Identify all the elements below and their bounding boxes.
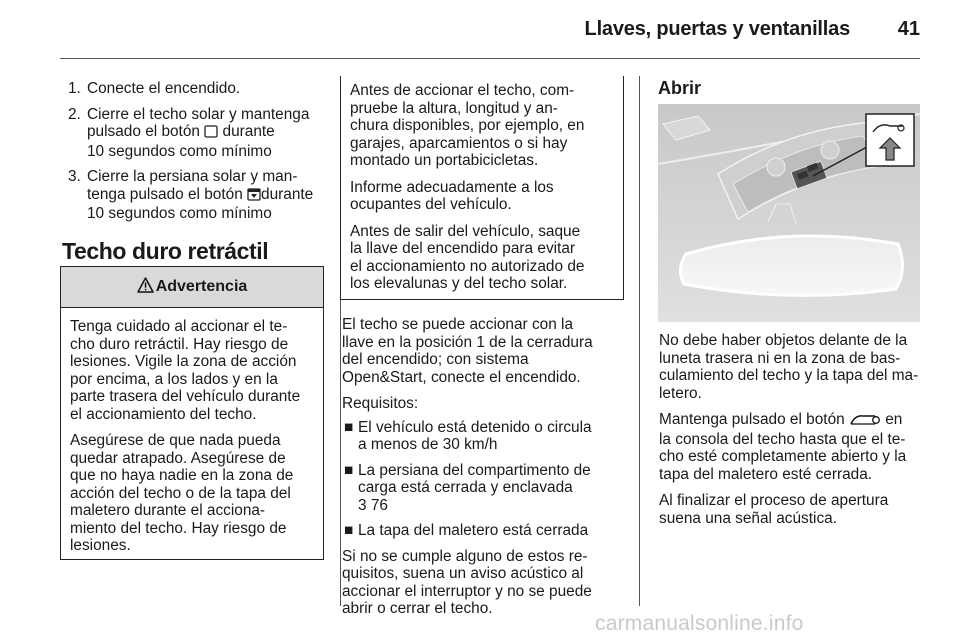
abrir-paragraph-1: No debe haber objetos delante de la luneta trasera ni en la zona de bas- culamiento del techo y la tapa del ma- letero. (659, 332, 919, 402)
step-2: 2. Cierre el techo solar y mantenga pulsado el botón durante 10 segundos como mínimo (68, 105, 310, 160)
note-box (340, 76, 624, 300)
sunshade-button-icon (247, 188, 261, 206)
requirement-item: ■ La persiana del compartimento de carga está cerrada y enclavada 3 76 (344, 461, 591, 514)
note-paragraph-1: Antes de accionar el techo, com- pruebe la altura, longitud y an- chura disponibles, por ejemplo, en garajes, aparcamientos o si hay montado un portabicicletas. (350, 82, 585, 169)
step-1: 1. Conecte el encendido. (68, 80, 241, 97)
abrir-paragraph-3: Al finalizar el proceso de apertura suena una señal acústica. (659, 492, 889, 527)
note-paragraph-3: Antes de salir del vehículo, saque la llave del encendido para evitar el accionamiento no autorizado de los elevalunas y del techo solar. (350, 222, 585, 292)
note-paragraph-2: Informe adecuadamente a los ocupantes del vehículo. (350, 178, 554, 213)
column-divider-2 (639, 76, 640, 606)
section-title: Techo duro retráctil (62, 237, 269, 264)
roof-console-illustration (658, 104, 920, 322)
requirement-item: ■ La tapa del maletero está cerrada (344, 522, 589, 539)
warning-paragraph-2: Asegúrese de que nada pueda quedar atrapado. Asegúrese de que no haya nadie en la zona de acción del techo o de la tapa del maletero durante el acciona- miento del techo. Hay riesgo de lesiones. (70, 432, 294, 554)
requirements-list (342, 419, 632, 540)
warning-paragraph-1: Tenga cuidado al accionar el te- cho duro retráctil. Hay riesgo de lesiones. Vigile la zona de acción por encima, a los lados y en la parte trasera del vehículo durante el accionamiento del techo. (70, 318, 301, 423)
page-header-title: Llaves, puertas y ventanillas (584, 18, 850, 40)
page-number: 41 (897, 18, 920, 40)
ignition-paragraph: El techo se puede accionar con la llave en la posición 1 de la cerradura del encendido; con sistema Open&Start, conecte el encendido. (342, 316, 593, 386)
step-3: 3. Cierre la persiana solar y man- tenga pulsado el botón durante 10 segundos como mínimo (68, 168, 314, 222)
note-body (341, 76, 623, 293)
column-3-text (659, 332, 927, 536)
subsection-title-abrir: Abrir (658, 78, 702, 98)
page-reference-link[interactable]: 3 76 (358, 496, 388, 514)
warning-header (61, 267, 323, 308)
warning-triangle-icon (137, 277, 154, 298)
column-1 (62, 80, 332, 264)
fail-paragraph: Si no se cumple alguno de estos re- quisitos, suena un aviso acústico al accionar el interruptor y no se puede abrir o cerrar el techo. (342, 547, 592, 617)
abrir-paragraph-2: Mantenga pulsado el botón en la consola del techo hasta que el te- cho esté completamente abierto y la tapa del maletero esté cerrada. (659, 411, 907, 483)
warning-title: Advertencia (155, 278, 248, 295)
header-rule (60, 58, 920, 59)
requirement-item: ■ El vehículo está detenido o circula a menos de 30 km/h (344, 418, 592, 453)
warning-body (61, 308, 323, 555)
roof-open-icon (849, 412, 881, 431)
requirements-label: Requisitos: (342, 395, 419, 412)
warning-box (60, 266, 324, 560)
column-2-text (342, 316, 632, 627)
steps-list (62, 80, 332, 223)
page-ref-arrow-icon: 3 (358, 496, 367, 514)
watermark: carmanualsonline.info (595, 612, 804, 635)
rectangle-button-icon (204, 125, 218, 143)
